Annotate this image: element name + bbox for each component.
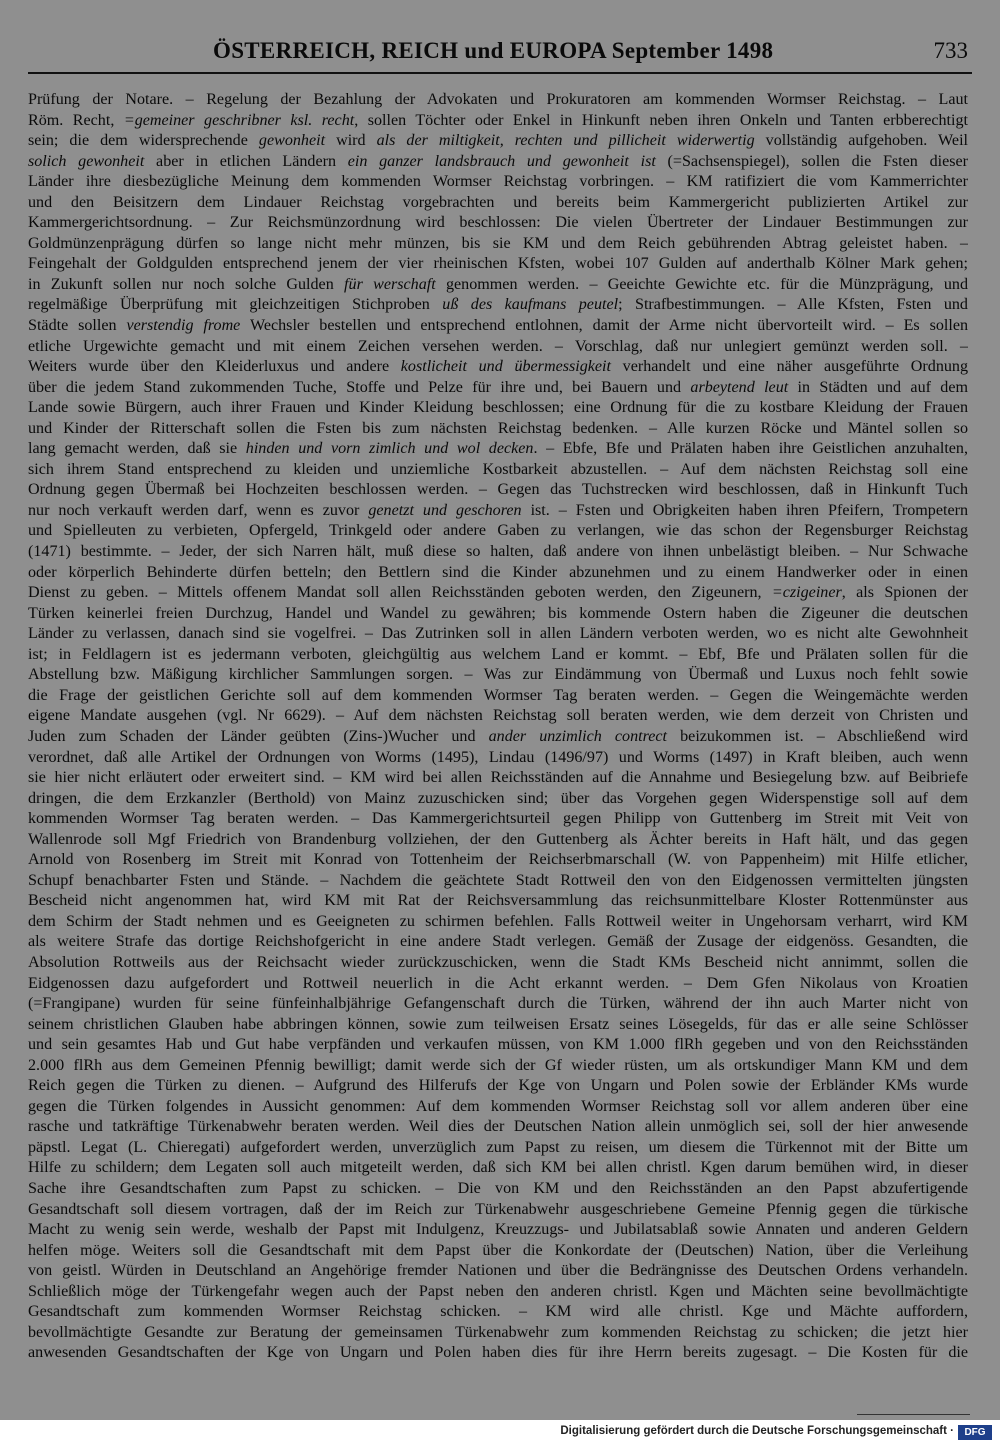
text-run: etliche Urgewichte gemacht und mit einem Zeichen versehen werden. – Vorschlag, daß nur unlegiert gemünzt werden soll. – <box>28 337 968 355</box>
text-line <box>28 1097 968 1118</box>
italic-quote: hinden und vorn zimlich und wol decken <box>245 440 534 458</box>
text-line <box>28 275 968 296</box>
text-line <box>28 1282 968 1303</box>
text-run: Röm. Recht, <box>28 111 124 129</box>
text-line <box>28 1056 968 1077</box>
body-text <box>28 90 968 1364</box>
text-line <box>28 727 968 748</box>
text-run: von geistl. Würden in Deutschland an Angehörige fremder Nationen und über die Bedrängnisse des Deutschen Ordens verhandeln. <box>28 1262 968 1280</box>
text-run: Türken keinerlei freien Durchzug, Handel und Wandel zu gewähren; bis kommende Ostern haben die Zigeuner die deutschen <box>28 604 968 622</box>
text-run: Bescheid nicht angenommen hat, wird KM mit Rat der Reichsversammlung das reichsunmittelbare Kloster Rottenmünster aus <box>28 892 968 910</box>
text-line <box>28 131 968 152</box>
text-line <box>28 460 968 481</box>
running-header <box>28 36 972 74</box>
text-line <box>28 234 968 255</box>
text-run: Absolution Rottweils aus der Reichsacht wieder zurückzuschicken, wenn die Stadt KMs Bescheid nicht annimmt, sollen die <box>28 953 968 971</box>
text-run: sein; die dem widersprechende <box>28 132 259 150</box>
footer-rule <box>857 1414 970 1415</box>
text-line <box>28 706 968 727</box>
text-line <box>28 994 968 1015</box>
text-run: gegen die Türken folgendes in Aussicht genommen: Auf dem kommenden Wormser Reichstag soll vor allem anderen über eine <box>28 1097 968 1115</box>
text-line <box>28 1241 968 1262</box>
text-run: kommenden Wormser Tag beraten werden. – Das Kammergerichtsurteil gegen Philipp von Guttenberg im Streit mit Veit von <box>28 810 968 828</box>
text-line <box>28 1343 968 1364</box>
text-line <box>28 645 968 666</box>
text-run: Feingehalt der Goldgulden entsprechend jenem der vier rheinischen Kfsten, wobei 107 Gulden auf anderthalb Kölner Mark gehen; <box>28 255 968 273</box>
text-run: und sein gesamtes Hab und Gut habe verpfänden und verkaufen müssen, von KM 1.000 flRh gegeben und von den Reichsständen <box>28 1036 968 1054</box>
text-line <box>28 213 968 234</box>
text-run: und den Beisitzern dem Lindauer Reichstag vorgebrachten und bereits beim Kammergericht publizierten Artikel zur <box>28 193 968 211</box>
page-number: 733 <box>933 38 968 63</box>
text-run: Gesandtschaft zum kommenden Wormser Reichstag schicken. – KM wird alle christl. Kge und Mächte auffordern, <box>28 1303 968 1321</box>
text-line <box>28 542 968 563</box>
text-line <box>28 295 968 316</box>
text-run: helfen möge. Weiters soll die Gesandtschaft mit dem Papst über die Konkordate der (Deutschen) Nation, über die Verleihung <box>28 1241 968 1259</box>
text-run: Weiters wurde über den Kleiderluxus und andere <box>28 358 401 376</box>
text-run: Schließlich möge der Türkengefahr wegen auch der Papst neben den anderen christl. Kgen und Mächten seine bevollmächtigte <box>28 1282 968 1300</box>
text-line <box>28 768 968 789</box>
text-line <box>28 1158 968 1179</box>
text-line <box>28 1035 968 1056</box>
text-line <box>28 912 968 933</box>
funding-note: Digitalisierung gefördert durch die Deutsche Forschungsgemeinschaft · <box>560 1425 954 1437</box>
italic-quote: kostlicheit und übermessigkeit <box>400 358 611 376</box>
text-run: bevollmächtigte Gesandte zur Beratung der gemeinsamen Türkenabwehr zum kommenden Reichstag zu schicken; die jetzt hier <box>28 1323 968 1341</box>
text-run: 2.000 flRh aus dem Gemeinen Pfennig bewilligt; damit werde sich der Gf wieder rüsten, um als ortskundiger Mann KM und dem <box>28 1056 968 1074</box>
text-run: die Frage der geistlichen Gerichte soll auf dem kommenden Wormser Tag beraten werden. – Gegen die Weingemächte werden <box>28 686 968 704</box>
text-run: Goldmünzenprägung dürfen so lange nicht mehr münzen, bis sie KM und dem Reich gebührenden Abtrag geleistet haben. – <box>28 234 968 252</box>
text-run: anwesenden Gesandtschaften der Kge von Ungarn und Polen haben dies für ihre Herrn bereits zugesagt. – Die Kosten für die <box>28 1344 968 1362</box>
text-line <box>28 152 968 173</box>
text-line <box>28 111 968 132</box>
text-run: vollständig aufgehoben. Weil <box>754 132 968 150</box>
text-run: rasche und tatkräftige Türkenabwehr beraten werden. Weil dies der Deutschen Nation allein unmöglich sei, soll der hier anwesende <box>28 1118 968 1136</box>
text-line <box>28 748 968 769</box>
text-run: Wallenrode soll Mgf Friedrich von Brandenburg vollziehen, der den Guttenberg als Ächter bereits in Haft hält, und das gegen <box>28 830 968 848</box>
text-run: päpstl. Legat (L. Chieregati) aufgefordert werden, unverzüglich zum Papst zu reisen, um diesem die Türkennot mit der Bitte um <box>28 1138 968 1156</box>
text-run: als weitere Strafe das dortige Reichshofgericht in eine andere Stadt verlegen. Gemäß der Zusage der eidgenöss. Gesandten, die <box>28 933 968 951</box>
header-title: ÖSTERREICH, REICH und EUROPA September 1498 <box>213 38 774 63</box>
text-run: aber in etlichen Ländern <box>144 152 348 170</box>
text-run: Wechsler bestellen und entsprechend entlohnen, damit der Arme nicht übervorteilt wird. – Es sollen <box>240 317 968 335</box>
text-run: Länder ihre diesbezügliche Meinung dem kommenden Wormser Reichstag vorbringen. – KM ratifiziert die vom Kammerrichter <box>28 173 968 191</box>
italic-quote: verstendig frome <box>126 317 241 335</box>
text-line <box>28 501 968 522</box>
text-line <box>28 583 968 604</box>
text-run: lang gemacht werden, daß sie <box>28 440 246 458</box>
italic-quote: gewonheit <box>258 132 326 150</box>
text-run: oder körperlich Behinderte dürfen betteln; den Bettlern sind die Kinder abzunehmen und zu einem Handwerker oder in einen <box>28 563 968 581</box>
text-run: Abstellung bzw. Mäßigung kirchlicher Sammlungen sorgen. – Was zur Eindämmung von Übermaß und Luxus noch fehlt sowie <box>28 666 968 684</box>
text-line <box>28 1220 968 1241</box>
text-line <box>28 604 968 625</box>
text-run: Hilfe zu schildern; dem Legaten soll auch mitgeteilt werden, daß sich KM bei allen christl. Kgen darum bemühen wird, in dieser <box>28 1159 968 1177</box>
text-run: Prüfung der Notare. – Regelung der Bezahlung der Advokaten und Prokuratoren am kommenden Wormser Reichstag. – Laut <box>28 91 968 108</box>
text-run: regelmäßige Überprüfung mit gleichzeitigen Stichproben <box>28 296 443 314</box>
italic-quote: genetzt und geschoren <box>368 501 522 519</box>
text-line <box>28 398 968 419</box>
text-run: Städte sollen <box>28 317 127 335</box>
text-line <box>28 1015 968 1036</box>
text-run: . – Ebfe, Bfe und Prälaten haben ihre Geistlichen anzuhalten, <box>533 440 968 458</box>
text-run: ; Strafbestimmungen. – Alle Kfsten, Fsten und <box>618 296 968 314</box>
text-line <box>28 953 968 974</box>
text-line <box>28 809 968 830</box>
digitization-footer <box>0 1420 1000 1446</box>
text-run: ist; in Feldlagern ist es jedermann verboten, gleichgültig aus welchem Land er kommt. – Ebf, Bfe und Prälaten sollen für die <box>28 645 968 663</box>
text-run: und Kinder der Ritterschaft sollen die Fsten bis zum nächsten Reichstag bedenken. – Alle kurzen Röcke und Mäntel sollen so <box>28 419 968 437</box>
text-line <box>28 624 968 645</box>
text-line <box>28 172 968 193</box>
text-line <box>28 850 968 871</box>
text-run: genommen werden. – Geeichte Gewichte etc. für die Münzprägung, und <box>435 275 968 293</box>
text-line <box>28 1179 968 1200</box>
text-run: eigene Mandate ausgehen (vgl. Nr 6629). – Auf dem nächsten Reichstag soll beraten werden, wie dem derzeit von Christen und <box>28 707 968 725</box>
text-run: beizukommen ist. – Abschließend wird <box>667 727 968 745</box>
text-run: in Städten und auf dem <box>788 378 968 396</box>
text-run: dem Schirm der Stadt nehmen und es Geeigneten zu schirmen befehlen. Falls Rottweil weiter in Ungehorsam verharrt, wird KM <box>28 912 968 930</box>
italic-quote: als der miltigkeit, rechten und pillicheit widerwertig <box>376 132 755 150</box>
italic-quote: für werschaft <box>344 275 436 293</box>
text-line <box>28 337 968 358</box>
text-line <box>28 1302 968 1323</box>
text-line <box>28 254 968 275</box>
text-line <box>28 1323 968 1344</box>
text-line <box>28 419 968 440</box>
text-line <box>28 357 968 378</box>
text-run: Schupf benachbarter Fsten und Stände. – Nachdem die geächtete Stadt Rottweil den von den Eidgenossen vermittelten jüngsten <box>28 871 968 889</box>
text-run: Ordnung gegen Übermaß bei Hochzeiten beschlossen werden. – Gegen das Tuchstrecken wird beschlossen, daß in Hinkunft Tuch <box>28 481 968 499</box>
text-run: sich ihrem Stand entsprechend zu kleiden und unziemliche Kostbarkeit abzustellen. – Auf dem nächsten Reichstag soll eine <box>28 460 968 478</box>
text-line <box>28 563 968 584</box>
text-run: ist. – Fsten und Obrigkeiten haben ihren Pfeifern, Trompetern <box>521 501 968 519</box>
text-line <box>28 316 968 337</box>
text-line <box>28 521 968 542</box>
text-run: Lande sowie Bürgern, auch ihrer Frauen und Kinder Kleidung beschlossen; eine Ordnung für die zu kostbare Kleidung der Frauen <box>28 399 968 417</box>
text-run: (1471) bestimmte. – Jeder, der sich Narren hält, muß diese so halten, daß andere von ihnen unbelästigt bleiben. – Nur Schwache <box>28 543 968 561</box>
text-run: in Zukunft sollen nur noch solche Gulden <box>28 275 345 293</box>
dfg-logo: DFG <box>958 1425 992 1440</box>
text-run: über die jedem Stand zukommenden Tuche, Stoffe und Pelze für ihre und, bei Bauern und <box>28 378 691 396</box>
text-run: sie hier nicht erläutert oder erweitert sind. – KM wird bei allen Reichsständen auf die Annahme und Besiegelung bzw. auf Beibriefe <box>28 769 968 787</box>
text-run: , als Spionen der <box>841 584 968 602</box>
text-run: seinem christlichen Glauben habe abbringen können, sowie zum teilweisen Ersatz seines Lösegelds, für das er alle seine Schlösser <box>28 1015 968 1033</box>
text-line <box>28 665 968 686</box>
italic-quote: ein ganzer landsbrauch und gewonheit ist <box>347 152 656 170</box>
text-run: verordnet, daß alle Artikel der Ordnungen von Worms (1495), Lindau (1496/97) und Worms (1497) in Kraft bleiben, auch wenn <box>28 748 968 766</box>
text-run: Arnold von Rosenberg im Streit mit Konrad von Tottenheim der Reichserbmarschall (W. von Pappenheim) mit Hilfe etlicher, <box>28 851 968 869</box>
text-line <box>28 90 968 111</box>
text-run: Juden zum Schaden der Länder geübten (Zins-)Wucher und <box>28 727 489 745</box>
text-line <box>28 439 968 460</box>
text-line <box>28 830 968 851</box>
italic-quote: ander unzimlich contrect <box>488 727 668 745</box>
text-line <box>28 891 968 912</box>
text-line <box>28 1117 968 1138</box>
text-line <box>28 1138 968 1159</box>
text-line <box>28 193 968 214</box>
text-line <box>28 1200 968 1221</box>
text-line <box>28 789 968 810</box>
text-line <box>28 1261 968 1282</box>
italic-quote: =czigeiner <box>771 584 842 602</box>
text-run: Länder zu verlassen, danach sind sie vogelfrei. – Das Zutrinken soll in allen Ländern verboten werden, wo es nicht alte Gewohnheit <box>28 625 968 643</box>
italic-quote: =gemeiner geschribner ksl. recht <box>123 111 355 129</box>
text-run: Gesandtschaft soll diesem vortragen, daß der im Reich zur Türkenabwehr ausgeschriebene Gemeine Pfennig gegen die türkische <box>28 1200 968 1218</box>
text-run: (=Sachsenspiegel), sollen die Fsten dieser <box>655 152 968 170</box>
italic-quote: arbeytend leut <box>690 378 789 396</box>
italic-quote: solich gewonheit <box>28 152 145 170</box>
text-line <box>28 1076 968 1097</box>
text-run: Sache ihre Gesandtschaften zum Papst zu schicken. – Die von KM und den Reichsständen an den Papst abzufertigende <box>28 1179 968 1197</box>
text-run: , sollen Töchter oder Enkel in Hinkunft neben ihren Onkeln und Tanten erbberechtigt <box>354 111 968 129</box>
text-run: Dienst zu geben. – Mittels offenem Mandat soll allen Reichsständen geboten werden, den Zigeunern, <box>28 584 772 602</box>
text-line <box>28 378 968 399</box>
text-run: nur noch verkauft werden darf, wenn es zuvor <box>28 501 369 519</box>
text-run: und Spielleuten zu verbieten, Opfergeld, Trinkgeld oder andere Gaben zu verlangen, wie das schon der Regensburger Reichstag <box>28 522 968 540</box>
text-line <box>28 686 968 707</box>
italic-quote: uß des kaufmans peutel <box>442 296 619 314</box>
text-line <box>28 974 968 995</box>
text-line <box>28 480 968 501</box>
text-run: Eidgenossen dazu aufgefordert und Rottweil neuerlich in die Acht erkannt werden. – Dem Gfen Nikolaus von Kroatien <box>28 974 968 992</box>
text-run: Reich gegen die Türken zu dienen. – Aufgrund des Hilferufs der Kge von Ungarn und Polen sowie der Erbländer KMs wurde <box>28 1077 968 1095</box>
text-run: Kammergerichtsordnung. – Zur Reichsmünzordnung wird beschlossen: Die vielen Übertreter der Lindauer Bestimmungen zur <box>28 214 968 232</box>
text-run: wird <box>325 132 377 150</box>
text-line <box>28 871 968 892</box>
text-line <box>28 932 968 953</box>
text-run: dringen, die dem Erzkanzler (Berthold) von Mainz zuzuschicken sind; über das Vorgehen gegen Widerspenstige soll auf dem <box>28 789 968 807</box>
text-run: (=Frangipane) wurden für seine fünfeinhalbjährige Gefangenschaft durch die Türken, während der ihn auch Marter nicht von <box>28 995 968 1013</box>
text-run: verhandelt und eine näher ausgeführte Ordnung <box>610 358 968 376</box>
text-run: Macht zu wenig sein werde, weshalb der Papst mit Indulgenz, Kreuzzugs- und Jubilatsablaß sowie Annaten und anderen Geldern <box>28 1221 968 1239</box>
